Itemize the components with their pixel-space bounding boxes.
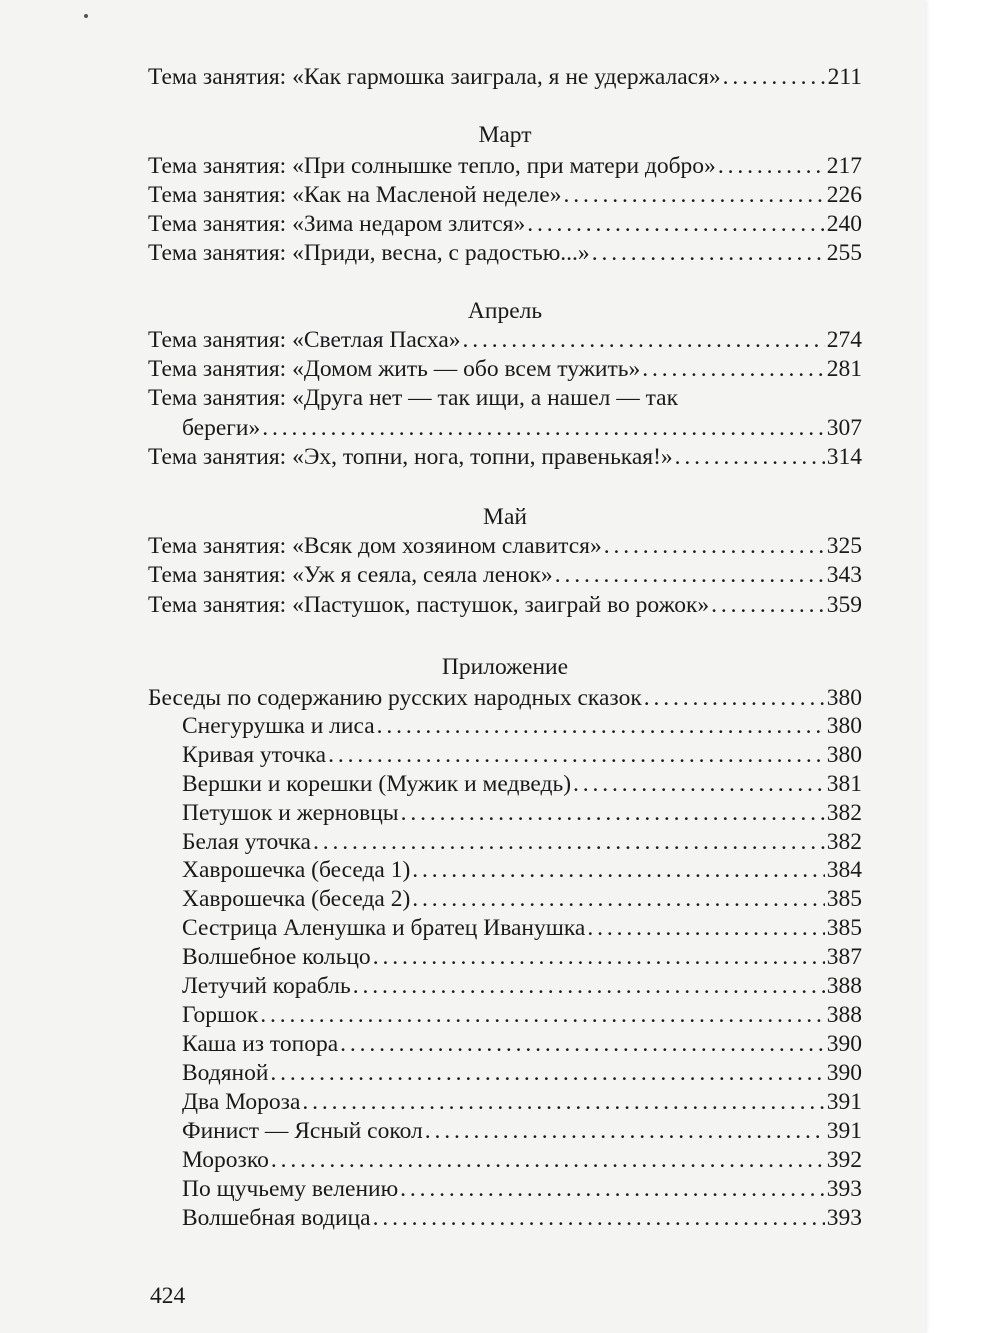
dot-leader xyxy=(270,1058,824,1088)
dot-leader xyxy=(573,769,825,799)
toc-entry xyxy=(182,1029,862,1059)
toc-entry-title: Тема занятия: «Пастушок, пастушок, заиграй во рожок» xyxy=(148,592,710,618)
toc-entry-page: 274 xyxy=(826,327,862,353)
toc-entry-page: 393 xyxy=(826,1176,862,1202)
dot-leader xyxy=(425,1116,825,1146)
toc-entry xyxy=(148,560,862,590)
toc-entry-title: Тема занятия: «Всяк дом хозяином славится» xyxy=(148,533,602,559)
dot-leader xyxy=(723,62,826,92)
toc-entry-title: Тема занятия: «Как на Масленой неделе» xyxy=(148,182,562,208)
toc-entry-page: 226 xyxy=(826,182,862,208)
toc-entry-title: береги» xyxy=(182,415,261,441)
toc-entry-page: 307 xyxy=(826,415,862,441)
toc-entry xyxy=(148,325,862,355)
toc-entry xyxy=(182,413,862,443)
toc-entry-page: 380 xyxy=(826,742,862,768)
toc-entry-page: 391 xyxy=(826,1089,862,1115)
dot-leader xyxy=(644,683,825,713)
toc-entry-page: 387 xyxy=(826,944,862,970)
toc-entry-title: Белая уточка xyxy=(182,829,311,855)
dot-leader xyxy=(412,884,824,914)
dot-leader xyxy=(353,971,825,1001)
toc-entry xyxy=(148,209,862,239)
toc-entry-title: По щучьему велению xyxy=(182,1176,399,1202)
dot-leader xyxy=(604,531,825,561)
toc-entry-title: Тема занятия: «При солнышке тепло, при матери добро» xyxy=(148,153,716,179)
toc-entry-title: Кривая уточка xyxy=(182,742,327,768)
dot-leader xyxy=(340,1029,825,1059)
toc-entry-title: Тема занятия: «Уж я сеяла, сеяла ленок» xyxy=(148,562,553,588)
toc-entry xyxy=(148,531,862,561)
toc-entry-title: Беседы по содержанию русских народных сказок xyxy=(148,685,642,711)
toc-entry-title: Тема занятия: «Домом жить — обо всем тужить» xyxy=(148,356,641,382)
toc-entry xyxy=(182,942,862,972)
toc-entry-page: 217 xyxy=(826,153,862,179)
toc-entry xyxy=(182,769,862,799)
toc-entry xyxy=(182,711,862,741)
toc-entry-title: Тема занятия: «Зима недаром злится» xyxy=(148,211,526,237)
toc-entry-page: 325 xyxy=(826,533,862,559)
toc-entry-page: 393 xyxy=(826,1205,862,1231)
toc-entry-page: 380 xyxy=(826,685,862,711)
dot-leader xyxy=(675,442,825,472)
toc-entry xyxy=(182,1203,862,1233)
toc-entry xyxy=(148,180,862,210)
toc-entry xyxy=(182,1145,862,1175)
toc-entry-page: 381 xyxy=(826,771,862,797)
toc-entry-title: Снегурушка и лиса xyxy=(182,713,375,739)
toc-entry xyxy=(182,855,862,885)
toc-entry xyxy=(148,354,862,384)
dot-leader xyxy=(642,354,825,384)
toc-entry-title: Волшебная водица xyxy=(182,1205,371,1231)
toc-entry xyxy=(182,1058,862,1088)
toc-entry-title: Каша из топора xyxy=(182,1031,339,1057)
toc-entry-title: Хаврошечка (беседа 2) xyxy=(182,886,411,912)
toc-entry xyxy=(148,590,862,620)
dot-leader xyxy=(328,740,825,770)
dot-leader xyxy=(555,560,825,590)
toc-entry-page: 388 xyxy=(826,1002,862,1028)
toc-entry-title: Водяной xyxy=(182,1060,269,1086)
toc-entry-title: Тема занятия: «Светлая Пасха» xyxy=(148,327,461,353)
toc-entry-title: Хаврошечка (беседа 1) xyxy=(182,857,411,883)
toc-entry xyxy=(182,827,862,857)
dot-leader xyxy=(563,180,824,210)
toc-entry-title: Сестрица Аленушка и братец Иванушка xyxy=(182,915,586,941)
toc-entry-page: 385 xyxy=(826,886,862,912)
toc-entry xyxy=(148,151,862,181)
toc-entry-page: 343 xyxy=(826,562,862,588)
dot-leader xyxy=(401,798,825,828)
dot-leader xyxy=(463,325,825,355)
toc-entry-title: Вершки и корешки (Мужик и медведь) xyxy=(182,771,572,797)
dot-leader xyxy=(260,1000,824,1030)
toc-entry-page: 392 xyxy=(826,1147,862,1173)
toc-entry xyxy=(148,62,862,92)
toc-entry xyxy=(182,971,862,1001)
toc-entry-page: 240 xyxy=(826,211,862,237)
dot-leader xyxy=(718,151,825,181)
toc-entry xyxy=(182,798,862,828)
dot-leader xyxy=(313,827,825,857)
toc-entry-title: Два Мороза xyxy=(182,1089,301,1115)
toc-entry-title: Финист — Ясный сокол xyxy=(182,1118,423,1144)
toc-entry xyxy=(148,683,862,713)
toc-entry-page: 380 xyxy=(826,713,862,739)
toc-entry-page: 390 xyxy=(826,1031,862,1057)
toc-entry-page: 211 xyxy=(827,64,862,90)
dot-leader xyxy=(271,1145,825,1175)
toc-entry-page: 255 xyxy=(826,240,862,266)
section-heading: Апрель xyxy=(467,298,543,324)
toc-entry-page: 359 xyxy=(826,592,862,618)
dot-leader xyxy=(373,942,825,972)
dot-leader xyxy=(373,1203,825,1233)
toc-entry-title: Тема занятия: «Эх, топни, нога, топни, правенькая!» xyxy=(148,444,673,470)
toc-entry-title-line: Тема занятия: «Друга нет — так ищи, а нашел — так xyxy=(148,385,679,411)
toc-entry-title: Летучий корабль xyxy=(182,973,351,999)
section-heading: Приложение xyxy=(441,654,569,680)
dot-leader xyxy=(377,711,825,741)
page-number: 424 xyxy=(150,1283,186,1309)
toc-entry xyxy=(148,238,862,268)
ink-speck xyxy=(84,14,88,18)
dot-leader xyxy=(262,413,825,443)
toc-entry-page: 382 xyxy=(826,800,862,826)
toc-entry-title: Тема занятия: «Приди, весна, с радостью...» xyxy=(148,240,590,266)
dot-leader xyxy=(527,209,825,239)
toc-entry-title: Волшебное кольцо xyxy=(182,944,371,970)
toc-entry-page: 390 xyxy=(826,1060,862,1086)
dot-leader xyxy=(592,238,825,268)
dot-leader xyxy=(400,1174,825,1204)
toc-entry-title: Петушок и жерновцы xyxy=(182,800,399,826)
toc-entry xyxy=(182,1174,862,1204)
toc-entry-page: 281 xyxy=(826,356,862,382)
toc-entry-page: 382 xyxy=(826,829,862,855)
section-heading: Май xyxy=(483,504,527,530)
toc-entry xyxy=(182,913,862,943)
toc-entry-page: 384 xyxy=(826,857,862,883)
toc-entry-page: 388 xyxy=(826,973,862,999)
dot-leader xyxy=(302,1087,824,1117)
toc-entry xyxy=(182,884,862,914)
toc-entry xyxy=(148,442,862,472)
toc-entry xyxy=(182,1087,862,1117)
dot-leader xyxy=(412,855,824,885)
toc-entry xyxy=(182,1000,862,1030)
section-heading: Март xyxy=(478,122,532,148)
toc-entry-page: 314 xyxy=(826,444,862,470)
toc-entry-title: Горшок xyxy=(182,1002,259,1028)
toc-entry-title: Морозко xyxy=(182,1147,269,1173)
toc-entry xyxy=(182,1116,862,1146)
dot-leader xyxy=(711,590,825,620)
toc-entry-page: 385 xyxy=(826,915,862,941)
dot-leader xyxy=(587,913,824,943)
toc-entry-title: Тема занятия: «Как гармошка заиграла, я не удержалася» xyxy=(148,64,721,90)
toc-entry-page: 391 xyxy=(826,1118,862,1144)
toc-entry xyxy=(182,740,862,770)
